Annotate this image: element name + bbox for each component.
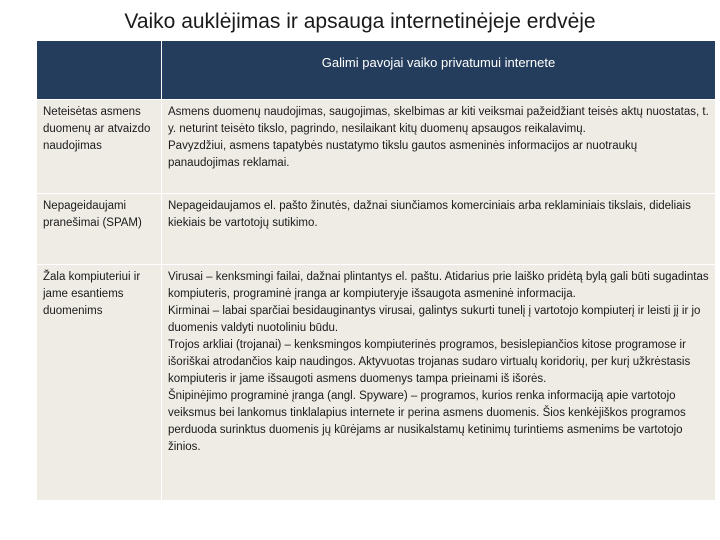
header-left-cell	[37, 41, 162, 100]
description-paragraph: Kirminai – labai sparčiai besidauginantys virusai, galintys sukurti tunelį į vartotojo kompiuterį ir leisti jį ir jo duomenis valdyti nuotoliniu būdu.	[168, 305, 701, 334]
row-label: Nepageidaujami pranešimai (SPAM)	[37, 194, 162, 265]
row-label: Žala kompiuteriui ir jame esantiems duomenims	[37, 265, 162, 501]
description-paragraph: Asmens duomenų naudojimas, saugojimas, skelbimas ar kiti veiksmai pažeidžiant teisės aktų nuostatas, t. y. neturint teisėto tikslo, pagrindo, nesilaikant kitų duomenų apsaugos reikalavimų.	[168, 106, 709, 135]
description-paragraph: Nepageidaujamos el. pašto žinutės, dažnai siunčiamos komerciniais arba reklaminiais tikslais, dideliais kiekiais be vartotojų sutikimo.	[168, 200, 691, 229]
header-right-cell	[162, 41, 716, 100]
description-paragraph: Šnipinėjimo programinė įranga (angl. Spyware) – programos, kurios renka informaciją apie vartotojo veiksmus bei lankomus tinklalapius internete ir perina asmens duomenis. Šios kenkėjiškos programos perduoda surinktus duomenis jų kūrėjams ar nusikalstamų ketinimų turintiems asmenims be vartotojo žinios.	[168, 390, 686, 453]
description-paragraph: Pavyzdžiui, asmens tapatybės nustatymo tikslu gautos asmeninės informacijos ar nuotraukų panaudojimas reklamai.	[168, 140, 638, 169]
description-paragraph: Trojos arkliai (trojanai) – kenksmingos kompiuterinės programos, besislepiančios kitose programose ir išoriškai atrodančios kaip naudingos. Aktyvuotas trojanas sudaro virtualų koridorių, per kurį užkrėstasis kompiuteris ir jame išsaugoti asmens duomenys tampa prieinami iš išorės.	[168, 339, 691, 385]
row-description	[162, 194, 716, 265]
page-title: Vaiko auklėjimas ir apsauga internetinėjeje erdvėje	[124, 10, 596, 33]
table-row	[37, 194, 716, 265]
table-header-row	[37, 41, 716, 100]
row-label: Neteisėtas asmens duomenų ar atvaizdo naudojimas	[37, 100, 162, 194]
header-title: Galimi pavojai vaiko privatumui internete	[321, 55, 556, 70]
description-paragraph: Virusai – kenksmingi failai, dažnai plintantys el. paštu. Atidarius prie laiško pridėtą bylą gali būti sugadintas kompiuteris, programinė įranga ar kompiuteryje išsaugota asmeninė informacija.	[168, 271, 709, 300]
row-description	[162, 100, 716, 194]
table-row	[37, 265, 716, 501]
table-row	[37, 100, 716, 194]
row-description	[162, 265, 716, 501]
privacy-risks-table	[36, 40, 716, 501]
